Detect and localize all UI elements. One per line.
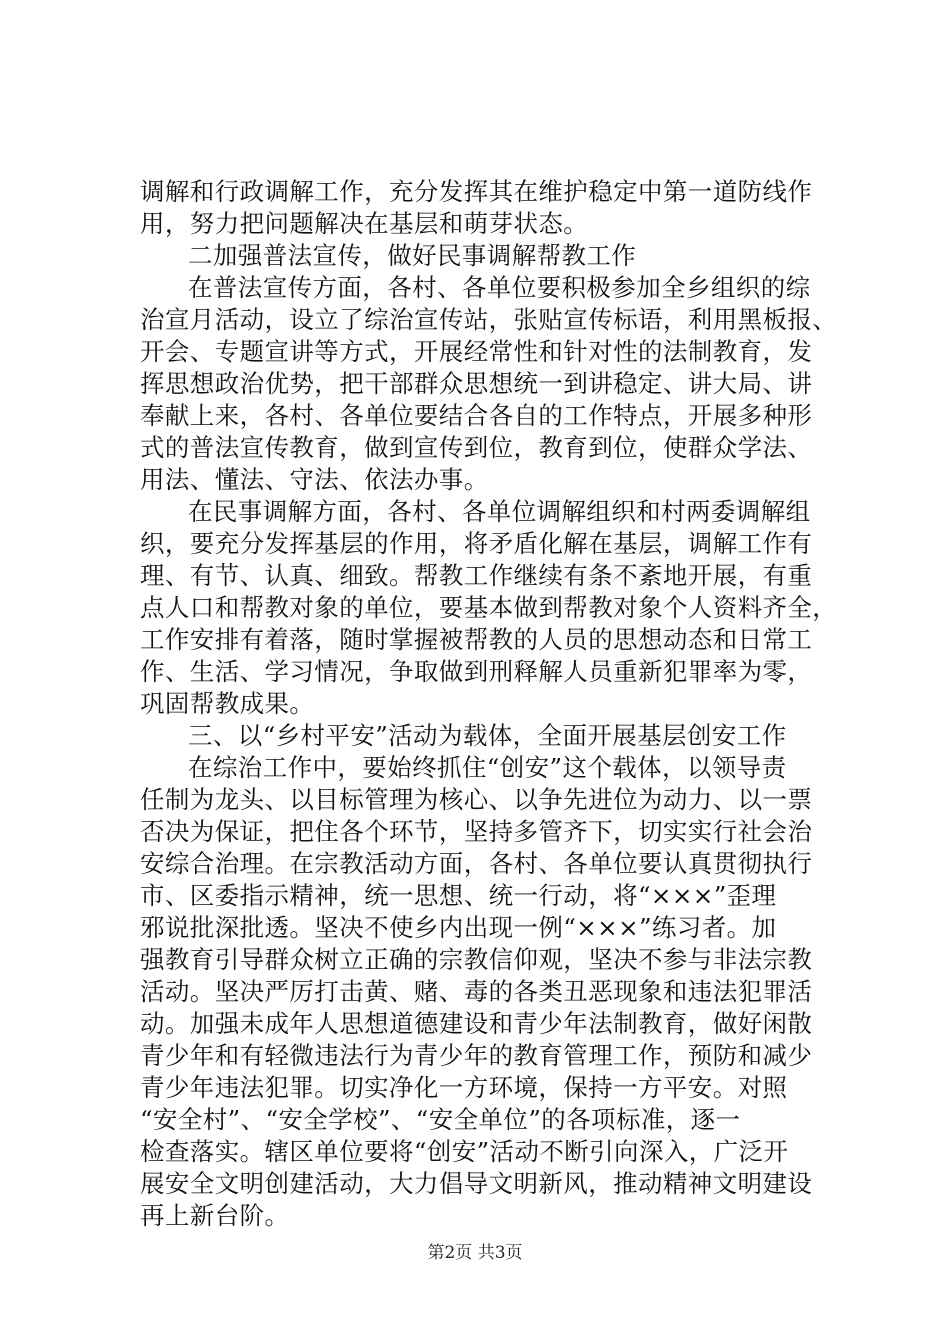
body-line: 用，努力把问题解决在基层和萌芽状态。: [140, 209, 589, 238]
body-line: 治宣月活动，设立了综治宣传站，张贴宣传标语，利用黑板报、: [140, 305, 838, 334]
body-line: 再上新台阶。: [140, 1201, 290, 1230]
body-line: 作、生活、学习情况，争取做到刑释解人员重新犯罪率为零，: [140, 657, 813, 686]
body-line: 展安全文明创建活动，大力倡导文明新风，推动精神文明建设: [140, 1169, 813, 1198]
body-line: 检查落实。辖区单位要将“创安”活动不断引向深入，广泛开: [140, 1137, 789, 1166]
body-line: 邪说批深批透。坚决不使乡内出现一例“×××”练习者。加: [140, 913, 777, 942]
section-heading: 三、以“乡村平安”活动为载体，全面开展基层创安工作: [188, 721, 787, 750]
body-line: 理、有节、认真、细致。帮教工作继续有条不紊地开展，有重: [140, 561, 813, 590]
body-line: 用法、懂法、守法、依法办事。: [140, 465, 489, 494]
body-line: 挥思想政治优势，把干部群众思想统一到讲稳定、讲大局、讲: [140, 369, 813, 398]
section-heading: 二加强普法宣传，做好民事调解帮教工作: [188, 241, 637, 270]
paragraph-start-line: 在民事调解方面，各村、各单位调解组织和村两委调解组: [188, 497, 811, 526]
body-line: 点人口和帮教对象的单位，要基本做到帮教对象个人资料齐全，: [140, 593, 838, 622]
body-line: 强教育引导群众树立正确的宗教信仰观，坚决不参与非法宗教: [140, 945, 813, 974]
body-line: 青少年违法犯罪。切实净化一方环境，保持一方平安。对照: [140, 1073, 788, 1102]
body-line: 织，要充分发挥基层的作用，将矛盾化解在基层，调解工作有: [140, 529, 813, 558]
body-line: 动。加强未成年人思想道德建设和青少年法制教育，做好闲散: [140, 1009, 813, 1038]
paragraph-start-line: 在普法宣传方面，各村、各单位要积极参加全乡组织的综: [188, 273, 811, 302]
paragraph-start-line: 在综治工作中，要始终抓住“创安”这个载体，以领导责: [188, 753, 787, 782]
body-line: 否决为保证，把住各个环节，坚持多管齐下，切实实行社会治: [140, 817, 813, 846]
body-line: 活动。坚决严厉打击黄、赌、毒的各类丑恶现象和违法犯罪活: [140, 977, 813, 1006]
page-footer: 第2页 共3页: [427, 1243, 523, 1263]
body-line: 工作安排有着落，随时掌握被帮教的人员的思想动态和日常工: [140, 625, 813, 654]
body-line: 开会、专题宣讲等方式，开展经常性和针对性的法制教育，发: [140, 337, 813, 366]
body-line: 任制为龙头、以目标管理为核心、以争先进位为动力、以一票: [140, 785, 813, 814]
body-line: 奉献上来，各村、各单位要结合各自的工作特点，开展多种形: [140, 401, 813, 430]
body-line: “安全村”、“安全学校”、“安全单位”的各项标准，逐一: [140, 1105, 741, 1134]
body-line: 市、区委指示精神，统一思想、统一行动，将“×××”歪理: [140, 881, 777, 910]
body-line: 巩固帮教成果。: [140, 689, 315, 718]
body-line: 式的普法宣传教育，做到宣传到位，教育到位，使群众学法、: [140, 433, 813, 462]
body-line: 安综合治理。在宗教活动方面，各村、各单位要认真贯彻执行: [140, 849, 813, 878]
body-line: 青少年和有轻微违法行为青少年的教育管理工作，预防和减少: [140, 1041, 813, 1070]
body-line: 调解和行政调解工作，充分发挥其在维护稳定中第一道防线作: [140, 177, 813, 206]
